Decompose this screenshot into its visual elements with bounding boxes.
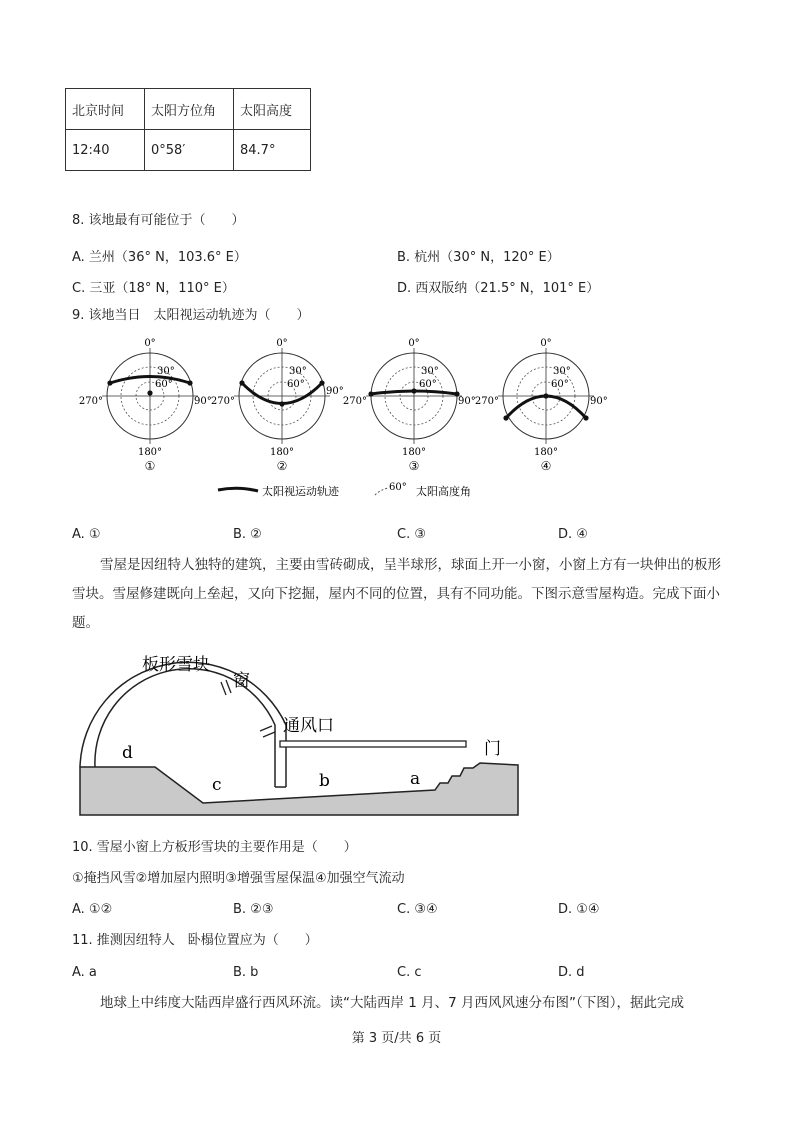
table-cell: 84.7°: [234, 130, 311, 171]
q10-option-d[interactable]: D. ①④: [558, 902, 600, 917]
label-board-snow-block: 板形雪块: [142, 655, 210, 675]
dial-label-60: 60°: [419, 379, 437, 390]
q11-stem: 11. 推测因纽特人 卧榻位置应为（ ）: [72, 933, 318, 948]
label-c: c: [212, 775, 222, 795]
label-d: d: [122, 743, 133, 763]
label-a: a: [410, 769, 421, 789]
dial-label-60: 60°: [551, 379, 569, 390]
q11-option-c[interactable]: C. c: [397, 965, 422, 980]
dial-label-0: 0°: [276, 338, 288, 349]
q10-option-a[interactable]: A. ①②: [72, 902, 113, 917]
page-footer: 第 3 页/共 6 页: [351, 1031, 442, 1046]
table-header-cell: 太阳方位角: [145, 89, 234, 130]
table-cell: 12:40: [66, 130, 145, 171]
observation-table: [65, 88, 311, 171]
q10-option-b[interactable]: B. ②③: [233, 902, 274, 917]
dial-label-30: 30°: [553, 366, 571, 377]
legend-track-label: 太阳视运动轨迹: [262, 485, 339, 498]
dial-label-60: 60°: [155, 379, 173, 390]
label-b: b: [319, 771, 330, 791]
dial-label-270: 270°: [342, 396, 367, 407]
dial-label-180: 180°: [269, 447, 295, 458]
sun-path-dial-4: [475, 338, 608, 473]
dial-label-90: 90°: [590, 396, 608, 407]
dial-label-60: 60°: [287, 379, 305, 390]
figure-label-2: ②: [276, 459, 288, 473]
dial-label-270: 270°: [474, 396, 499, 407]
q8-stem: 8. 该地最有可能位于（ ）: [72, 213, 245, 228]
dial-label-180: 180°: [533, 447, 559, 458]
q8-option-b[interactable]: B. 杭州（30° N，120° E）: [397, 250, 560, 265]
dial-label-0: 0°: [540, 338, 552, 349]
figure-label-3: ③: [408, 459, 420, 473]
dial-label-0: 0°: [144, 338, 156, 349]
legend-angle-label: 太阳高度角: [416, 485, 471, 498]
q9-option-b[interactable]: B. ②: [233, 527, 262, 542]
q8-option-c[interactable]: C. 三亚（18° N，110° E）: [72, 281, 235, 296]
dial-label-90: 90°: [458, 396, 476, 407]
label-door: 门: [484, 739, 501, 759]
q9-stem: 9. 该地当日 太阳视运动轨迹为（ ）: [72, 308, 310, 323]
dial-label-30: 30°: [289, 366, 307, 377]
q9-option-d[interactable]: D. ④: [558, 527, 588, 542]
q11-option-d[interactable]: D. d: [558, 965, 585, 980]
q9-option-c[interactable]: C. ③: [397, 527, 426, 542]
q10-choices: ①掩挡风雪②增加屋内照明③增强雪屋保温④加强空气流动: [72, 871, 405, 886]
table-row: [66, 130, 311, 171]
dial-label-180: 180°: [401, 447, 427, 458]
q8-option-d[interactable]: D. 西双版纳（21.5° N，101° E）: [397, 281, 600, 296]
sun-path-dial-1: [79, 338, 212, 473]
dial-label-90: 90°: [194, 396, 212, 407]
sun-path-legend: [218, 482, 471, 498]
q9-option-a[interactable]: A. ①: [72, 527, 101, 542]
q10-option-c[interactable]: C. ③④: [397, 902, 438, 917]
q11-option-b[interactable]: B. b: [233, 965, 259, 980]
dial-label-0: 0°: [408, 338, 420, 349]
table-cell: 0°58′: [145, 130, 234, 171]
label-vent: 通风口: [283, 716, 334, 736]
q11-option-a[interactable]: A. a: [72, 965, 97, 980]
dial-label-90: 90°: [326, 386, 344, 397]
table-header-row: [66, 89, 311, 130]
sun-path-dial-3: [343, 338, 476, 473]
wind-passage: 地球上中纬度大陆西岸盛行西风环流。读“大陆西岸 1 月、7 月西风风速分布图”（下图），据此完成: [100, 995, 685, 1011]
table-header-cell: 太阳高度: [234, 89, 311, 130]
q10-stem: 10. 雪屋小窗上方板形雪块的主要作用是（ ）: [72, 840, 357, 855]
dial-label-270: 270°: [78, 396, 103, 407]
legend-angle-value: 60°: [389, 482, 407, 493]
label-window: 窗: [233, 671, 250, 691]
q8-option-a[interactable]: A. 兰州（36° N，103.6° E）: [72, 250, 247, 265]
figure-label-4: ④: [540, 459, 552, 473]
dial-label-30: 30°: [421, 366, 439, 377]
sun-path-figure: [60, 338, 660, 508]
igloo-passage: 雪屋是因纽特人独特的建筑，主要由雪砖砌成，呈半球形，球面上开一小窗，小窗上方有一块伸出的板形雪块。雪屋修建既向上垒起，又向下挖掘，屋内不同的位置，具有不同功能。下图示意雪屋构造。完成下面小题。: [72, 557, 721, 631]
igloo-diagram: [70, 650, 530, 825]
sun-path-dial-2: [211, 338, 344, 473]
figure-label-1: ①: [144, 459, 156, 473]
dial-label-270: 270°: [210, 396, 235, 407]
dial-label-180: 180°: [137, 447, 163, 458]
dial-label-30: 30°: [157, 366, 175, 377]
table-header-cell: 北京时间: [66, 89, 145, 130]
